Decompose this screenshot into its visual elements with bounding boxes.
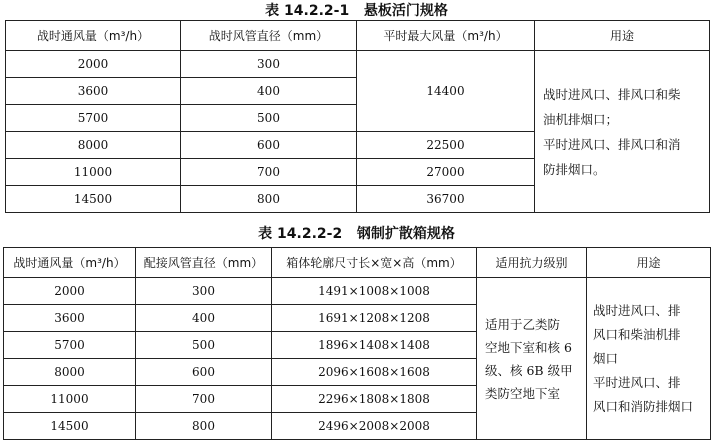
- table1-cell-flow: 5700: [6, 105, 181, 132]
- table2-cell-diameter: 700: [136, 386, 272, 413]
- table1-cell-use: [535, 51, 710, 213]
- table2-cell-box-size: 1896×1408×1408: [272, 332, 477, 359]
- table1-use-line: 战时进风口、排风口和柴: [543, 86, 681, 102]
- table2-use-line: 风口和消防排烟口: [593, 398, 694, 414]
- table1-cell-max-flow: 22500: [357, 132, 535, 159]
- table-row: [6, 51, 710, 78]
- table1-header-flow: 战时通风量（m³/h）: [6, 21, 181, 51]
- table2-header-resistance-grade: 适用抗力级别: [477, 248, 587, 278]
- table2-header-row: [4, 248, 711, 278]
- table2-grade-line: 空地下室和核 6: [485, 339, 572, 355]
- table2-use-line: 平时进风口、排: [593, 374, 681, 390]
- table2-cell-box-size: 2296×1808×1808: [272, 386, 477, 413]
- table1-cell-diameter: 800: [181, 186, 357, 213]
- table2-header-use: 用途: [587, 248, 711, 278]
- table2-grade-line: 适用于乙类防: [485, 316, 561, 332]
- table2-cell-use: [587, 278, 711, 440]
- table2-header-diameter: 配接风管直径（mm）: [136, 248, 272, 278]
- table2-cell-diameter: 500: [136, 332, 272, 359]
- table1-cell-flow: 2000: [6, 51, 181, 78]
- table-row: [4, 278, 711, 305]
- table2-header-flow: 战时通风量（m³/h）: [4, 248, 136, 278]
- table2-cell-flow: 3600: [4, 305, 136, 332]
- table2-use-line: 战时进风口、排: [593, 302, 681, 318]
- table2-cell-flow: 8000: [4, 359, 136, 386]
- table2-grade-line: 级、核 6B 级甲: [485, 362, 573, 378]
- table2-cell-flow: 2000: [4, 278, 136, 305]
- table2-use-line: 烟口: [593, 350, 619, 366]
- table2-cell-box-size: 2096×1608×1608: [272, 359, 477, 386]
- table2-cell-box-size: 1491×1008×1008: [272, 278, 477, 305]
- table2-cell-diameter: 800: [136, 413, 272, 440]
- table2-cell-box-size: 2496×2008×2008: [272, 413, 477, 440]
- suspended-valve-spec-table: [5, 20, 710, 213]
- steel-diffuser-box-spec-table: [3, 247, 711, 440]
- table1-use-line: 平时进风口、排风口和消: [543, 136, 681, 152]
- table2-use-line: 风口和柴油机排: [593, 326, 681, 342]
- table1-header-max-flow: 平时最大风量（m³/h）: [357, 21, 535, 51]
- table1-cell-flow: 8000: [6, 132, 181, 159]
- table1-cell-flow: 14500: [6, 186, 181, 213]
- table1-cell-diameter: 700: [181, 159, 357, 186]
- table2-grade-line: 类防空地下室: [485, 385, 561, 401]
- table1-cell-diameter: 500: [181, 105, 357, 132]
- table1-cell-diameter: 600: [181, 132, 357, 159]
- table1-cell-diameter: 400: [181, 78, 357, 105]
- table1-cell-max-flow: 36700: [357, 186, 535, 213]
- table2-cell-resistance-grade: [477, 278, 587, 440]
- table1-cell-flow: 11000: [6, 159, 181, 186]
- table1-cell-max-flow: 14400: [357, 51, 535, 132]
- table1-header-use: 用途: [535, 21, 710, 51]
- table2-caption: 表 14.2.2-2 钢制扩散箱规格: [258, 226, 455, 242]
- table2-cell-flow: 11000: [4, 386, 136, 413]
- table2-cell-diameter: 300: [136, 278, 272, 305]
- table2-cell-diameter: 400: [136, 305, 272, 332]
- table1-cell-flow: 3600: [6, 78, 181, 105]
- table1-use-line: 油机排烟口；: [543, 111, 619, 127]
- table1-use-line: 防排烟口。: [543, 161, 606, 177]
- table2-cell-flow: 5700: [4, 332, 136, 359]
- table1-header-row: [6, 21, 710, 51]
- table2-cell-box-size: 1691×1208×1208: [272, 305, 477, 332]
- table2-header-box-size: 箱体轮廓尺寸长×宽×高（mm）: [272, 248, 477, 278]
- table1-cell-max-flow: 27000: [357, 159, 535, 186]
- table2-cell-flow: 14500: [4, 413, 136, 440]
- table1-caption: 表 14.2.2-1 悬板活门规格: [265, 3, 448, 19]
- table1-header-diameter: 战时风管直径（mm）: [181, 21, 357, 51]
- table2-cell-diameter: 600: [136, 359, 272, 386]
- table1-cell-diameter: 300: [181, 51, 357, 78]
